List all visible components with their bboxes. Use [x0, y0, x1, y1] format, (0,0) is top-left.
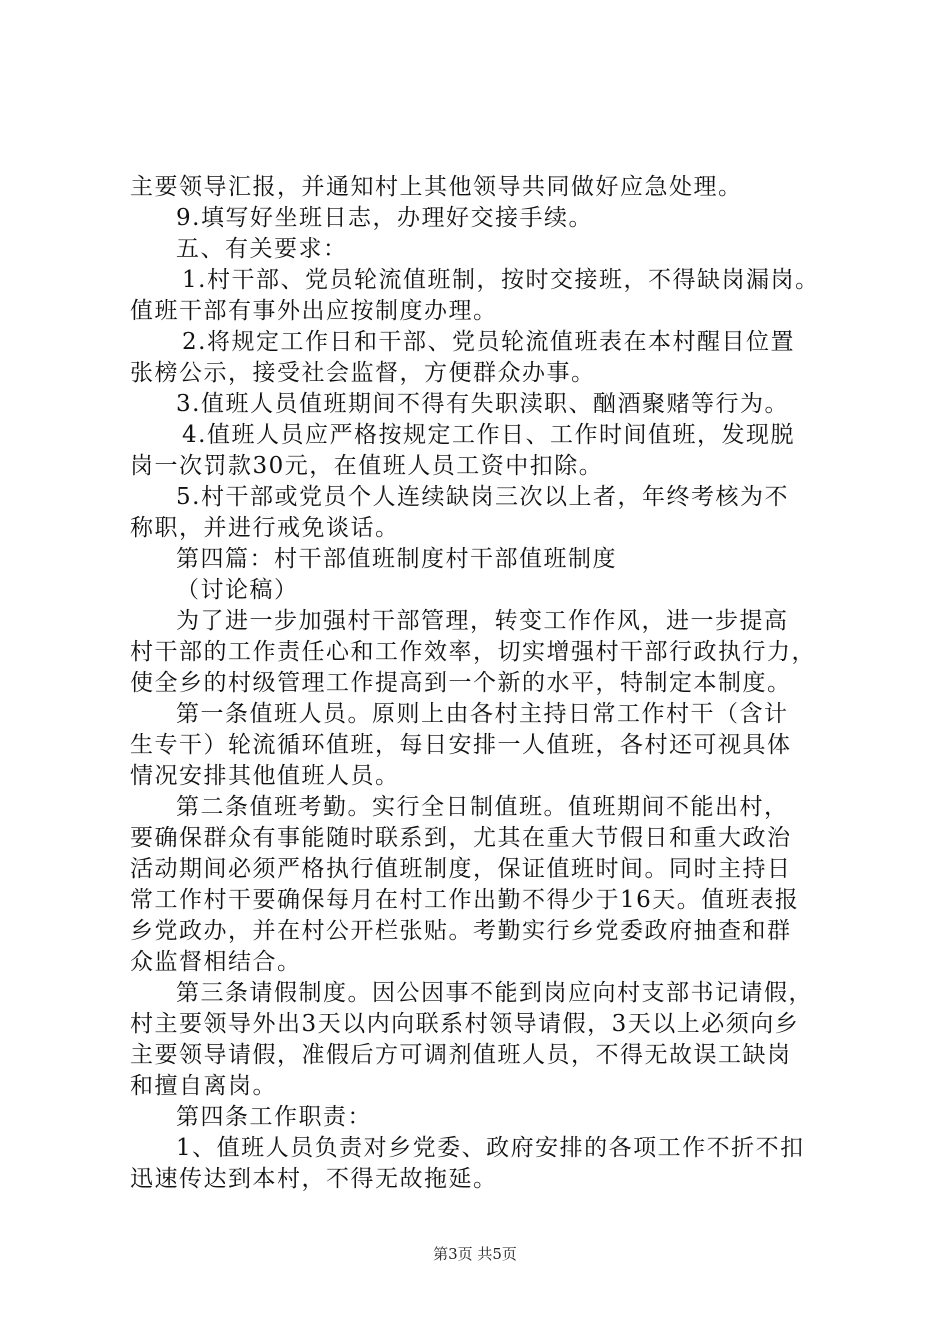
text-line: 迅速传达到本村，不得无故拖延。 [130, 1166, 498, 1192]
text-line: 主要领导汇报，并通知村上其他领导共同做好应急处理。 [130, 174, 743, 200]
section-heading: 第四篇：村干部值班制度村干部值班制度 [176, 546, 617, 572]
text-line: 张榜公示，接受社会监督，方便群众办事。 [130, 360, 596, 386]
text-line: 5.村干部或党员个人连续缺岗三次以上者，年终考核为不 [176, 484, 789, 510]
text-line: 村主要领导外出3天以内向联系村领导请假，3天以上必须向乡 [130, 1011, 800, 1037]
text-line: 称职，并进行戒免谈话。 [130, 515, 400, 541]
text-line: 第四条工作职责： [176, 1104, 372, 1130]
text-line: 生专干）轮流循环值班，每日安排一人值班，各村还可视具体 [130, 732, 792, 758]
text-line: 要确保群众有事能随时联系到，尤其在重大节假日和重大政治 [130, 825, 792, 851]
text-line: 村干部的工作责任心和工作效率，切实增强村干部行政执行力， [130, 639, 816, 665]
text-line: 使全乡的村级管理工作提高到一个新的水平，特制定本制度。 [130, 670, 792, 696]
text-line: 乡党政办，并在村公开栏张贴。考勤实行乡党委政府抽查和群 [130, 918, 792, 944]
text-line: 五、有关要求： [176, 236, 348, 262]
text-line: 4.值班人员应严格按规定工作日、工作时间值班，发现脱 [182, 422, 795, 448]
text-line: 活动期间必须严格执行值班制度，保证值班时间。同时主持日 [130, 856, 792, 882]
text-line: 第一条值班人员。原则上由各村主持日常工作村干（含计 [176, 701, 789, 727]
text-line: 常工作村干要确保每月在村工作出勤不得少于16天。值班表报 [130, 887, 800, 913]
text-line: 9.填写好坐班日志，办理好交接手续。 [176, 205, 593, 231]
text-line: 众监督相结合。 [130, 949, 302, 975]
text-line: 第三条请假制度。因公因事不能到岗应向村支部书记请假， [176, 980, 813, 1006]
text-line: 第二条值班考勤。实行全日制值班。值班期间不能出村， [176, 794, 789, 820]
text-line: （讨论稿） [176, 577, 299, 603]
text-line: 和擅自离岗。 [130, 1073, 277, 1099]
text-line: 值班干部有事外出应按制度办理。 [130, 298, 498, 324]
document-body [130, 172, 838, 1195]
text-line: 3.值班人员值班期间不得有失职渎职、酗酒聚赌等行为。 [176, 391, 789, 417]
text-line: 主要领导请假，准假后方可调剂值班人员，不得无故误工缺岗 [130, 1042, 792, 1068]
text-line: 1.村干部、党员轮流值班制，按时交接班，不得缺岗漏岗。 [182, 267, 820, 293]
page-number: 第3页 共5页 [433, 1245, 517, 1263]
text-line: 1、值班人员负责对乡党委、政府安排的各项工作不折不扣 [176, 1135, 805, 1161]
text-line: 2.将规定工作日和干部、党员轮流值班表在本村醒目位置 [182, 329, 795, 355]
text-line: 岗一次罚款30元，在值班人员工资中扣除。 [130, 453, 604, 479]
text-line: 情况安排其他值班人员。 [130, 763, 400, 789]
text-line: 为了进一步加强村干部管理，转变工作作风，进一步提高 [176, 608, 789, 634]
